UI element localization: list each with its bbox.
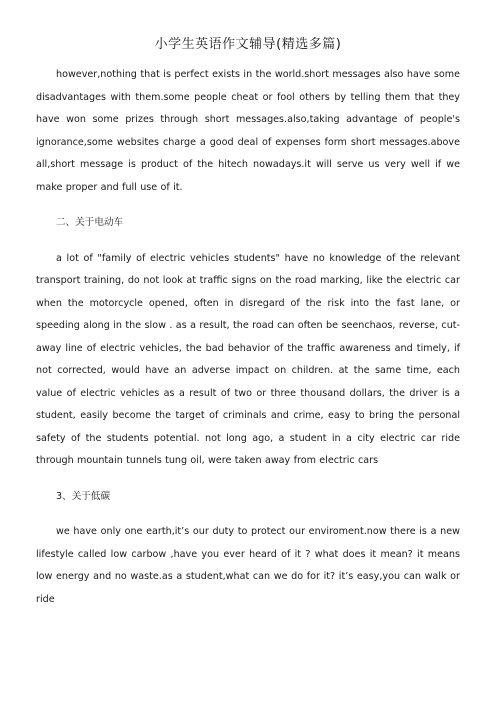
paragraph-low-carbon: we have only one earth,it’s our duty to protect our enviroment.now there is a new lifestyle called low carbow ,have you ever heard of it ? what does it mean? it means low energy and no waste.as a student,what can we do for it? it’s easy,you can walk or ride [36, 526, 460, 605]
section-heading-low-carbon: 3、关于低碳 [56, 490, 111, 502]
section-heading-electric-vehicles: 二、关于电动车 [56, 217, 124, 228]
document-body [36, 64, 460, 611]
paragraph-electric-vehicles: a lot of "family of electric vehicles students" have no knowledge of the relevant transport training, do not look at traffic signs on the road marking, like the electric car when the motorcycle opened, often in disregard of the risk into the fast lane, or speeding along in the slow . as a result, the road can often be seenchaos, reverse, cut-away line of electric vehicles, the bad behavior of the traffic awareness and timely, if not corrected, would have an adverse impact on children. at the same time, each value of electric vehicles as a result of two or three thousand dollars, the driver is a student, easily become the target of criminals and crime, easy to bring the personal safety of the students potential. not long ago, a student in a city electric car ride through mountain tunnels tung oil, were taken away from electric cars [36, 252, 460, 466]
document-title: 小学生英语作文辅导(精选多篇) [154, 37, 342, 52]
paragraph-short-messages: however,nothing that is perfect exists in the world.short messages also have some disadvantages with them.some people cheat or fool others by telling them that they have won some prizes through short messages.also,taking advantage of people's ignorance,some websites charge a good deal of expenses form short messages.above all,short message is product of the hitech nowadays.it will serve us very well if we make proper and full use of it. [36, 69, 460, 193]
